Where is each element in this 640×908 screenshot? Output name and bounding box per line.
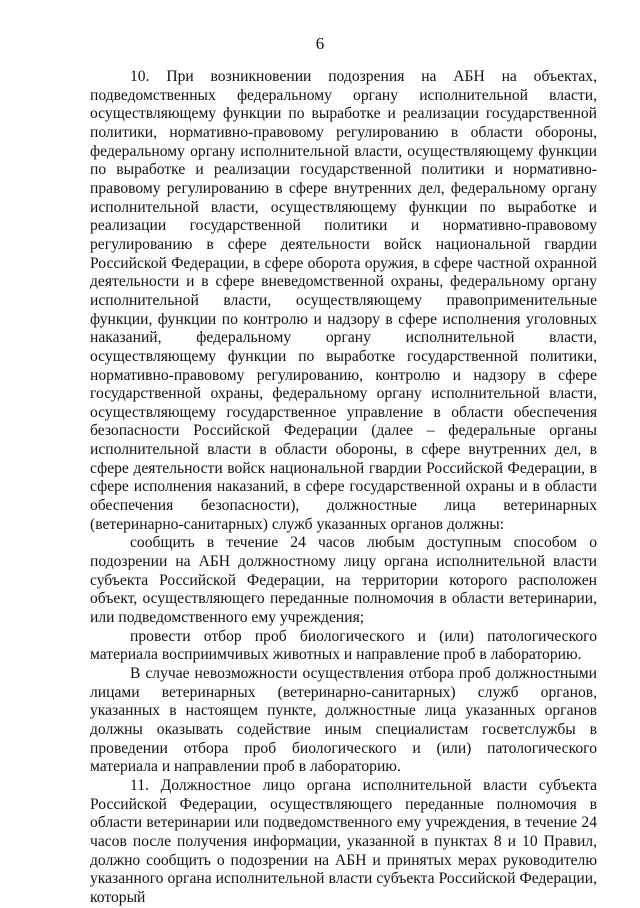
paragraph-sampling-item: провести отбор проб биологического и (или) патологического материала восприимчивых животных и направление проб в лабораторию. (90, 627, 597, 664)
page-number: 6 (315, 34, 325, 53)
paragraph-11: 11. Должностное лицо органа исполнительной власти субъекта Российской Федерации, осуществляющего переданные полномочия в области ветеринарии или подведомственного ему учреждения, в течение 24 часов после получения информации, указанной в пунктах 8 и 10 Правил, должно сообщить о подозрении на АБН и принятых мерах руководителю указанного органа исполнительной власти субъекта Российской Федерации, который (90, 776, 597, 906)
paragraph-report-item: сообщить в течение 24 часов любым доступным способом о подозрении на АБН должностному лицу органа исполнительной власти субъекта Российской Федерации, на территории которого расположен объект, осуществляющего переданные полномочия в области ветеринарии, или подведомственного ему учреждения; (90, 534, 597, 627)
paragraph-impossibility-case: В случае невозможности осуществления отбора проб должностными лицами ветеринарных (ветеринарно-санитарных) служб органов, указанных в настоящем пункте, должностные лица указанных органов должны оказывать содействие иным специалистам госветслужбы в проведении отбора проб биологического и (или) патологического материала и направлении проб в лабораторию. (90, 665, 597, 776)
paragraph-10: 10. При возникновении подозрения на АБН на объектах, подведомственных федеральному органу исполнительной власти, осуществляющему функции по выработке и реализации государственной политики, нормативно-правовому регулированию в области обороны, федеральному органу исполнительной власти, осуществляющему функции по выработке и реализации государственной политики и нормативно-правовому регулированию в сфере внутренних дел, федеральному органу исполнительной власти, осуществляющему функции по выработке и реализации государственной политики и нормативно-правовому регулированию в сфере деятельности войск национальной гвардии Российской Федерации, в сфере оборота оружия, в сфере частной охранной деятельности и в сфере вневедомственной охраны, федеральному органу исполнительной власти, осуществляющему правоприменительные функции, функции по контролю и надзору в сфере исполнения уголовных наказаний, федеральному органу исполнительной власти, осуществляющему функции по выработке государственной политики, нормативно-правовому регулированию, контролю и надзору в сфере государственной охраны, федеральному органу исполнительной власти, осуществляющему государственное управление в области обеспечения безопасности Российской Федерации (далее – федеральные органы исполнительной власти в области обороны, в сфере внутренних дел, в сфере деятельности войск национальной гвардии Российской Федерации, в сфере исполнения наказаний, в сфере государственной охраны и в области обеспечения безопасности), должностные лица ветеринарных (ветеринарно-санитарных) служб указанных органов должны: (90, 68, 597, 533)
document-body (90, 68, 597, 908)
